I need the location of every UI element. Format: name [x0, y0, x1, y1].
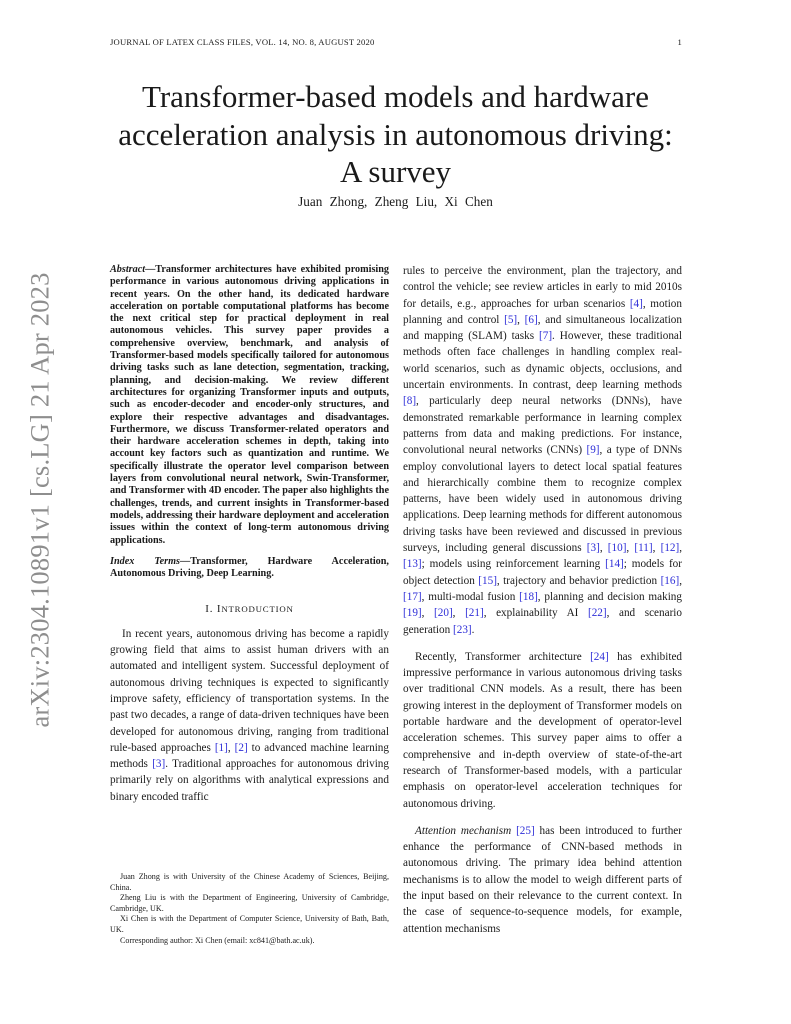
intro-paragraph-1-cont: rules to perceive the environment, plan the trajectory, and control the vehicle; see review articles in early to mid 2010s for details, e.g., approaches for urban scenarios [4], motion planning and control [5], [6], and simultaneous localization and mapping (SLAM) tasks [7]. However, these traditional methods often face challenges in handling complex real-world scenarios, such as dynamic objects, occlusions, and uncertain environments. In contrast, deep learning methods [8], particularly deep neural networks (DNNs), have demonstrated remarkable performance in learning complex patterns from data and making predictions. For instance, convolutional neural networks (CNNs) [9], a type of DNNs employ convolutional layers to detect local spatial features and hierarchically combine them to recognize complex patterns, have been widely used in autonomous driving applications. Deep learning methods for different autonomous driving tasks have been reviewed and discussed in previous surveys, including general discussions [3], [10], [11], [12], [13]; models using reinforcement learning [14]; models for object detection [15], trajectory and behavior prediction [16], [17], multi-modal fusion [18], planning and decision making [19], [20], [21], explainability AI [22], and scenario generation [23]. — [403, 265, 683, 636]
citation-5[interactable]: [5] — [504, 313, 518, 326]
footnote-affiliation-3: Xi Chen is with the Department of Computer Science, University of Bath, Bath, UK. — [110, 914, 389, 934]
title-line-2: acceleration analysis in autonomous driving: — [118, 116, 673, 152]
author-list: Juan Zhong, Zheng Liu, Xi Chen — [298, 194, 493, 209]
arxiv-id-text: arXiv:2304.10891v1 [cs.LG] 21 Apr 2023 — [24, 272, 55, 728]
citation-21[interactable]: [21] — [465, 607, 484, 620]
citation-3[interactable]: [3] — [152, 758, 166, 771]
paper-title — [100, 78, 691, 191]
citation-22[interactable]: [22] — [587, 607, 607, 620]
title-line-1: Transformer-based models and hardware — [142, 79, 649, 114]
page-number: 1 — [677, 37, 682, 47]
title-line-3: A survey — [339, 154, 452, 189]
emphasis-attention-mechanism: Attention mechanism — [415, 824, 512, 837]
citation-24[interactable]: [24] — [590, 650, 609, 663]
section-title-rest: NTRODUCTION — [221, 604, 294, 615]
index-terms — [110, 556, 389, 581]
section-heading-introduction — [110, 601, 389, 617]
citation-9[interactable]: [9] — [586, 444, 600, 457]
journal-name: JOURNAL OF LATEX CLASS FILES, VOL. 14, NO. 8, AUGUST 2020 — [110, 37, 375, 47]
left-column — [110, 264, 389, 805]
citation-23[interactable]: [23] — [453, 623, 472, 636]
citation-25[interactable]: [25] — [516, 824, 535, 837]
citation-13[interactable]: [13] — [403, 558, 422, 571]
index-terms-text: —Transformer, Hardware Acceleration, Autonomous Driving, Deep Learning. — [110, 555, 389, 580]
citation-15[interactable]: [15] — [478, 574, 497, 587]
index-terms-label: Index Terms — [110, 555, 180, 567]
citation-1[interactable]: [1] — [214, 741, 228, 754]
citation-3b[interactable]: [3] — [586, 542, 600, 555]
abstract-label: Abstract — [110, 264, 146, 275]
citation-2[interactable]: [2] — [234, 741, 248, 754]
citation-4[interactable]: [4] — [629, 297, 643, 310]
arxiv-stamp — [18, 270, 62, 730]
section-title-initial: I — [216, 603, 222, 616]
citation-17[interactable]: [17] — [403, 590, 422, 603]
footnote-affiliation-2: Zheng Liu is with the Department of Engineering, University of Cambridge, Cambridge, UK. — [110, 893, 389, 913]
citation-12[interactable]: [12] — [660, 542, 680, 555]
intro-paragraph-3: Attention mechanism [25] has been introduced to further enhance the performance of CNN-based methods in autonomous driving. The primary idea behind attention mechanisms is to allow the model to weigh different parts of the input based on their relevance to the current context. In the case of sequence-to-sequence models, for example, attention mechanisms — [403, 824, 682, 935]
intro-paragraph-1: In recent years, autonomous driving has become a rapidly growing field that aims to assist human drivers with an automated and intelligent system. Successful deployment of autonomous driving techniques is expected to significantly improve safety, efficiency of transportation systems. In the past two decades, a range of data-driven techniques have been developed for autonomous driving, ranging from traditional rule-based approaches [1], [2] to advanced machine learning methods [3]. Traditional approaches for autonomous driving primarily rely on algorithms with analytical expressions and binary encoded traffic — [110, 627, 389, 803]
citation-8[interactable]: [8] — [403, 395, 417, 408]
footnotes — [110, 872, 389, 946]
citation-19[interactable]: [19] — [403, 607, 422, 620]
citation-20[interactable]: [20] — [434, 607, 453, 620]
citation-6[interactable]: [6] — [524, 313, 538, 326]
intro-paragraph-2: Recently, Transformer architecture [24] has exhibited impressive performance in various autonomous driving tasks over traditional CNN models. As a result, there has been growing interest in the deployment of Transformer models on portable hardware and the development of operator-level acceleration schemes. This survey paper aims to offer a comprehensive and in-depth overview of state-of-the-art research of Transformer-based models, with a particular emphasis on operator-level acceleration techniques for autonomous driving. — [403, 650, 682, 810]
citation-7[interactable]: [7] — [539, 330, 553, 343]
citation-14[interactable]: [14] — [605, 558, 624, 571]
citation-11[interactable]: [11] — [634, 542, 653, 555]
running-header — [110, 37, 682, 51]
citation-16[interactable]: [16] — [660, 574, 680, 587]
section-number: I. — [205, 603, 214, 616]
citation-10[interactable]: [10] — [607, 542, 627, 555]
abstract — [110, 264, 389, 547]
citation-18[interactable]: [18] — [519, 590, 538, 603]
right-column — [403, 263, 682, 937]
abstract-text: —Transformer architectures have exhibited promising performance in various autonomous driving applications in recent years. On the other hand, its dedicated hardware acceleration on portable computational platforms has become the next critical step for practical deployment in real autonomous vehicles. This survey paper provides a comprehensive overview, benchmark, and analysis of Transformer-based models specifically tailored for autonomous driving tasks such as lane detection, segmentation, tracking, planning, and decision-making. We review different architectures for organizing Transformer inputs and outputs, such as encoder-decoder and encoder-only structures, and explore their respective advantages and disadvantages. Furthermore, we discuss Transformer-related operators and their hardware acceleration schemes in depth, taking into account key factors such as quantization and runtime. We specifically illustrate the operator level comparison between layers from convolutional neural network, Swin-Transformer, and Transformer with 4D encoder. The paper also highlights the challenges, trends, and current insights in Transformer-based models, addressing their hardware deployment and acceleration issues within the context of long-term autonomous driving applications. — [110, 264, 389, 546]
footnote-corresponding-author: Corresponding author: Xi Chen (email: xc841@bath.ac.uk). — [120, 935, 315, 945]
footnote-affiliation-1: Juan Zhong is with University of the Chinese Academy of Sciences, Beijing, China. — [110, 872, 389, 892]
